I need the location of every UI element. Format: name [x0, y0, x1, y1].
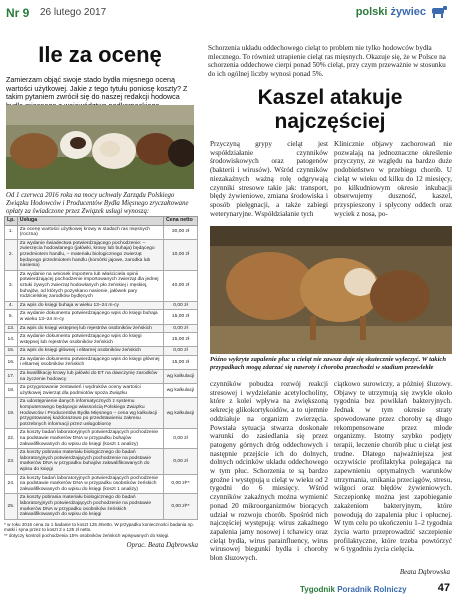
cell-service: Za koszty badań laboratoryjnych potwierdzających pochodzenie na podstawie markerów DNA w przypadku buhajów zakwalifikowanych do wpisu do księgi (koszt 1 analizy)	[17, 429, 163, 449]
calf-photo-illustration	[210, 226, 452, 354]
calf-photo	[210, 226, 452, 354]
col-header-price: Cena netto	[164, 217, 198, 226]
cell-price: 0,00 zł	[164, 324, 198, 333]
col-header-service: Usługa	[17, 217, 163, 226]
cell-price: 10,00 zł	[164, 239, 198, 270]
cell-lp: 2.	[5, 239, 18, 270]
cell-service: Za wpis do księgi buhaja w wieku 13–24 m-cy	[17, 301, 163, 310]
cell-lp: 19.	[5, 398, 18, 429]
table-row	[5, 449, 198, 474]
cell-service: Za wpis do księgi głównej i elitarnej osobników żeńskich	[17, 347, 163, 356]
cell-lp: 25.	[5, 494, 18, 519]
table-row	[5, 333, 198, 347]
cell-service: Za wydanie dokumentu potwierdzającego wpis do księgi głównej i elitarnej osobników żeńskich	[17, 355, 163, 369]
right-article-title: Kaszel atakuje najczęściej	[257, 86, 403, 133]
cell-service: Za koszty pobrania materiału biologicznego do badań laboratoryjnych potwierdzających pochodzenie na podstawie markerów DNA w przypadku osobników żeńskich zakwalifikowanych do wpisu do księgi	[17, 494, 163, 519]
cattle-photo-illustration	[6, 105, 194, 189]
table-row	[5, 225, 198, 239]
table-row	[5, 270, 198, 301]
table-row	[5, 384, 198, 398]
table-row	[5, 310, 198, 324]
cell-lp: 16.	[5, 355, 18, 369]
cell-service: Za koszty badań laboratoryjnych potwierdzających pochodzenie na podstawie markerów DNA w przypadku osobników żeńskich zakwalifikowanych do wpisu do księgi (koszt 1 analizy)	[17, 474, 163, 494]
table-row	[5, 239, 198, 270]
tariff-table-section	[4, 216, 198, 549]
footer-brand-part2: Poradnik Rolniczy	[337, 585, 407, 594]
cell-price: 0,00 zł**	[164, 474, 198, 494]
cell-service: Za przygotowanie zestawień i wydruków oceny wartości użytkowej zwierząt dla podmiotów spoza Związku	[17, 384, 163, 398]
footnote-1: * w roku 2016 cena za 1 badanie to koszt 125 złnetto. W przypadku konieczności badania np. matki i syna przez to koszt 2 x 125 zł netto.	[4, 521, 194, 533]
left-article-lead: Zamierzam objąć swoje stado bydła mięsnego oceną wartości użytkowej. Jakie z tego tytułu poniosę koszty? Z takim pytaniem zwrócił się do naszej redakcji hodowca	[6, 75, 188, 102]
cell-service: Za udostępnienie danych informatycznych z systemu komputerowego będącego własnością Polskiego Związku Hodowców i Producentów Bydła Mięsnego – cena wg kalkulacji przygotowanej każdorazowo po przedstawieniu zakresu potrzebnych informacji przez usługobiorcę	[17, 398, 163, 429]
cell-price: 15,00 zł	[164, 310, 198, 324]
left-article-head	[6, 34, 194, 110]
left-article-title: Ile za ocenę	[38, 42, 162, 67]
right-article-col2-top: Klinicznie objawy zachorowań nie pozwalają na jednoznaczne określenie przyczyny, ze względu na bardzo duże podobieństwo w przebiegu chorób. U cieląt w wieku od kilku do 12 miesięcy, po kilkudniowym okresie inkubacji obserwujemy duszność, kaszel, przyspieszony i spłycony oddech oraz wyciek z nosa, po-	[334, 140, 452, 218]
cell-lp: 5.	[5, 310, 18, 324]
cattle-photo	[6, 105, 194, 189]
table-header-row	[5, 217, 198, 226]
right-article-intro: Schorzenia układu oddechowego cieląt to problem nie tylko hodowców bydła mlecznego. To również utrapienie cieląt ras mięsnych. Okazuje się, że w Polsce na schorzenia oddechowe cierpi ponad 50% cieląt, przy czym przeważnie w stosunku do ich ogólnej liczby wynosi ponad 5%.	[208, 44, 446, 78]
table-row	[5, 494, 198, 519]
cell-price: 40,00 zł	[164, 270, 198, 301]
page-header	[0, 0, 456, 34]
cell-price: 30,00 zł	[164, 225, 198, 239]
cell-lp: 3.	[5, 270, 18, 301]
table-row	[5, 398, 198, 429]
cell-price: 0,00 zł	[164, 301, 198, 310]
table-row	[5, 355, 198, 369]
cell-price: 0,00 zł**	[164, 494, 198, 519]
cell-service: Za ocenę wartości użytkowej krowy w stadach ras mięsnych (roczna)	[17, 225, 163, 239]
cell-price: wg kalkulacji	[164, 370, 198, 384]
cell-lp: 17.	[5, 370, 18, 384]
table-row	[5, 301, 198, 310]
cell-lp: 24.	[5, 474, 18, 494]
issue-number: Nr 9	[6, 6, 30, 20]
issue-date: 26 lutego 2017	[40, 7, 107, 18]
cell-price: 0,00 zł	[164, 449, 198, 474]
cell-service: Za wydanie świadectwa potwierdzającego pochodzenie: – zwierzęcia hodowlanego (jałówki, krowy lub buhaja) będącego przedmiotem handlu, – materiału biologicznego zwierząt będącego przedmiotem handlu (komórki jajowe, zarodka lub nasienia)	[17, 239, 163, 270]
left-article-author: Oprac. Beata Dąbrowska	[126, 540, 198, 549]
footer-brand	[300, 585, 407, 594]
table-row	[5, 324, 198, 333]
table-row	[5, 347, 198, 356]
section-brand-part2: żywiec	[390, 6, 426, 18]
table-row	[5, 370, 198, 384]
cell-service: Za wydanie dokumentu potwierdzającego wpis do księgi wstępnej lub rejestrów osobników żeńskich	[17, 333, 163, 347]
cell-price: 15,00 zł	[164, 355, 198, 369]
cell-service: Za koszty pobrania materiału biologicznego do badań laboratoryjnych potwierdzających pochodzenie na podstawie markerów DNA w przypadku buhajów zakwalifikowanych do wpisu do księgi	[17, 449, 163, 474]
cell-price: 0,00 zł	[164, 347, 198, 356]
cell-lp: 22.	[5, 429, 18, 449]
cell-lp: 18.	[5, 384, 18, 398]
section-brand-part1: polski	[355, 6, 391, 18]
cell-service: Za kwalifikację krowy lub jałówki do ET na dawczynię zarodków na życzenie hodowcy	[17, 370, 163, 384]
right-article-body-col2: ciątkowo surowiczy, a później śluzowy. Objawy te utrzymują się zwykle około tygodnia bez powikłań bakteryjnych. Jednak w tym okresie straty spowodowane przez choroby są długo rekompensowane przez młode organizmy. Istotny szybko podjęty terapii, leczenie chorób płuc u cieląt jest trudne. Dlatego najważniejsza jest oczywiście profilaktyka polegająca na zapewnieniu optymalnych warunków utrzymania, unikania przeciągów, stresu, wilgoci oraz błędów żywieniowych. Szczepionkę można jest zapobieganie zakażeniom bakteryjnym, które powodują do zapalenia płuc i opłucnej. W tym celu po ukończeniu 1–2 tygodnia życia warto przeprowadzić szczepienie profilaktyczne, które trzeba powtórzyć w 6 tygodniu życia cielęcia.	[334, 380, 452, 554]
table-footnotes	[4, 522, 198, 539]
cell-lp: 1.	[5, 225, 18, 239]
cell-price: 0,00 zł	[164, 429, 198, 449]
section-brand	[356, 6, 426, 18]
table-row	[5, 474, 198, 494]
right-article-lead: Przyczyną grypy cieląt jest współdziałanie czynników środowiskowych oraz patogenów (bakterii i wirusów). Wśród czynników niezakaźnych ważną rolę odgrywają czynniki stresowe takie jak: transport, błędy żywieniowe, zmiana środowiska i sposób pielęgnacji, a także zabiegi weterynaryjne. Współdziałanie tych	[210, 140, 328, 218]
cell-lp: 14.	[5, 333, 18, 347]
cell-lp: 4.	[5, 301, 18, 310]
cell-lp: 23.	[5, 449, 18, 474]
cell-lp: 15.	[5, 347, 18, 356]
cell-service: Za wydanie na wniosek importera lub właściciela opinii potwierdzającej pochodzenie importowanych zwierząt dla jednej sztuki żywych zwierząt hodowlanych pło żeńskiej i męskiej, buhajów, od których pozyskano nasienie, jałówek pary rodzicielskiej zarodków bydlęcych	[17, 270, 163, 301]
cell-price: 15,00 zł	[164, 333, 198, 347]
cow-icon	[430, 4, 448, 18]
page-number: 47	[437, 582, 450, 594]
cell-price: wg kalkulacji	[164, 398, 198, 429]
tariff-intro-caption: Od 1 czerwca 2016 roku na mocy uchwały Zarządu Polskiego Związku Hodowców i Producentów Bydła Mięsnego zryczałtowane opłaty za świadczone przez Związek usługi wynoszą:	[6, 192, 189, 215]
calf-photo-caption: Późno wykryte zapalenie płuc u cieląt nie zawsze daje się skutecznie wyleczyć. W takich przypadkach mogą zdarzać się nawroty i choroba przechodzi w stadium przewlekłe	[210, 356, 447, 371]
cell-service: Za wpis do księgi wstępnej lub rejestrów osobników żeńskich	[17, 324, 163, 333]
cell-price: wg kalkulacji	[164, 384, 198, 398]
cell-lp: 13.	[5, 324, 18, 333]
col-header-lp: Lp.	[5, 217, 18, 226]
tariff-table	[4, 216, 198, 520]
cell-service: Za wydanie dokumentu potwierdzającego wpis do księgi buhaja w wieku 13–24 m-cy	[17, 310, 163, 324]
footnote-2: ** dotyczy kontroli pochodzenia 15% osobników żeńskich wpisywanych do księgi.	[4, 532, 170, 538]
footer-brand-part1: Tygodnik	[300, 585, 338, 594]
table-row	[5, 429, 198, 449]
right-article-body-col1: czynników pobudza rozwój reakcji stresowej i wydzielanie acetylocholiny, które z kolei wpływa na zwiększoną sekrecję glikokortykoidów, a to ujemnie oddziałuje na organizm zwierzęcia. Powstała sytuacja stwarza doskonałe warunki do zasiedlania się przez patogeny górnych dróg oddechowych i następnie przejście ich do dolnych, dolnych odcinków układu oddechowego w tym płuc. Schorzenia te są bardzo groźne i występują u cieląt w wieku od 2 tygodni do 6 miesięcy. Wśród czynników zakaźnych można wymienić ponad 20 mikroorganizmów biorących udział w rozwoju chorób. Spośród nich najczęściej występują: wirus zakaźnego zapalenia jamy nosowej i tchawicy oraz cieląt bydła, wirus parainfluency, wirus wirusowej biegunki bydła i choroby błon śluzowych.	[210, 380, 328, 563]
right-article-author: Beata Dąbrowska	[399, 568, 450, 576]
